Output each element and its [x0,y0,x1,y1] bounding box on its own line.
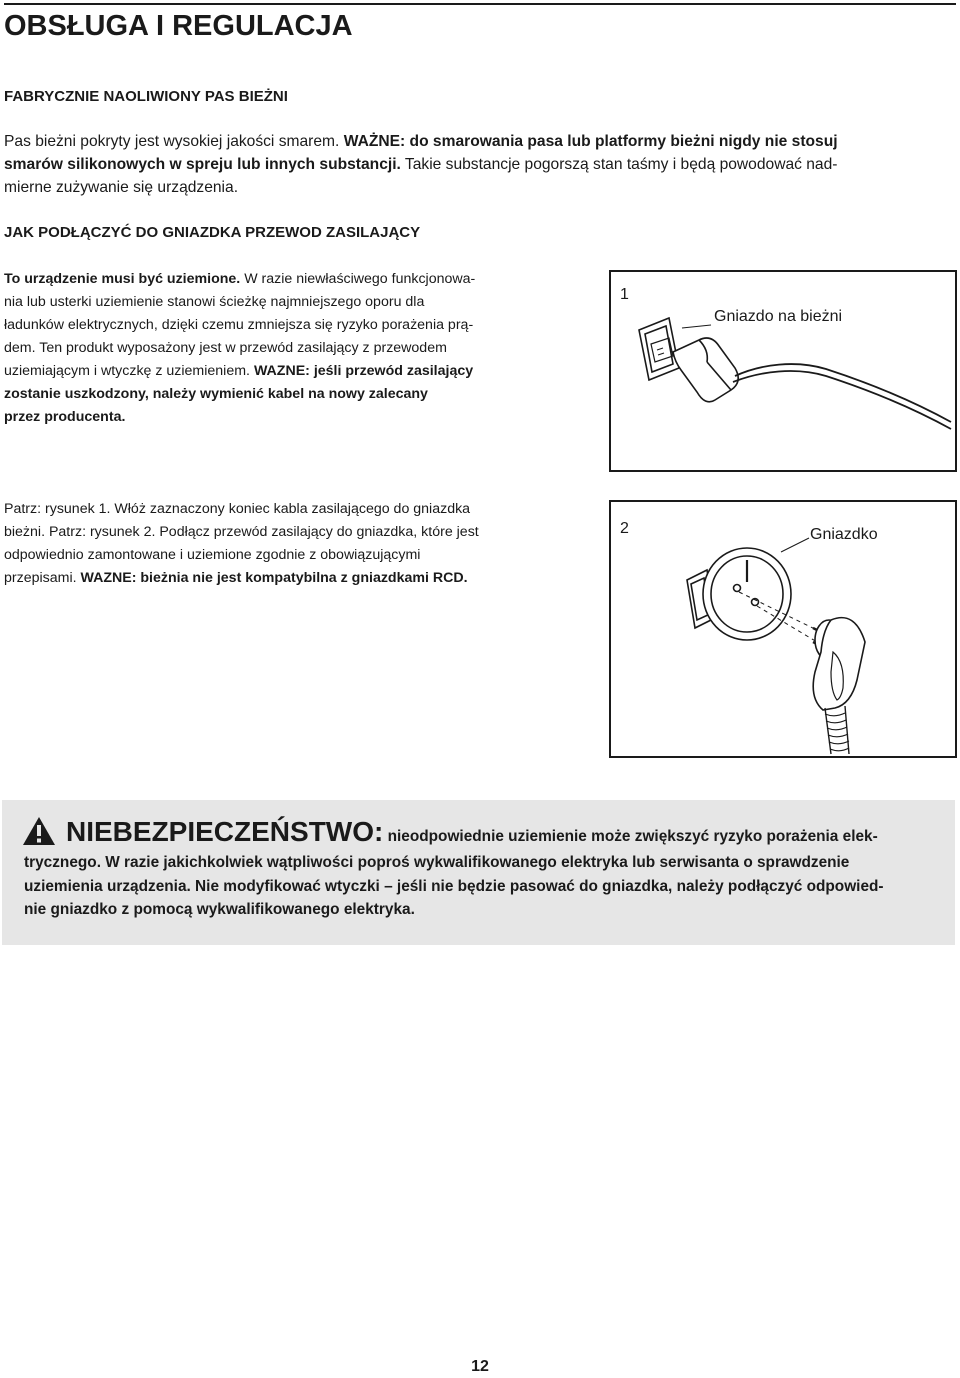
warning-first-line [66,816,946,849]
figure-1-box [609,270,957,472]
page-title: OBSŁUGA I REGULACJA [4,10,353,42]
text-run: W razie niewłaściwego funkcjonowa- [240,271,476,287]
figure-2-box [609,500,957,758]
page-number: 12 [471,1358,489,1375]
text-line: ładunków elektrycznych, dzięki czemu zmniejsza się ryzyko porażenia prą- [4,317,474,333]
section-heading-belt: FABRYCZNIE NAOLIWIONY PAS BIEŻNI [4,88,288,105]
text-run-bold: To urządzenie musi być uziemione. [4,271,241,287]
danger-warning-box [2,800,955,945]
text-line: odpowiednio zamontowane i uziemione zgodnie z obowiązującymi [4,547,421,563]
warning-heading: NIEBEZPIECZEŃSTWO: [66,816,384,847]
warning-line: trycznego. W razie jakichkolwiek wątpliwości poproś wykwalifikowanego elektryka lub serwisanta o sprawdzenie [24,854,850,871]
section-belt-text [4,130,944,199]
figure-1-label: Gniazdo na bieżni [714,308,843,325]
header-rule [4,3,956,5]
treadmill-socket-illustration [611,272,955,470]
text-run: Pas bieżni pokryty jest wysokiej jakości smarem. [4,133,344,150]
figure-2-number: 2 [620,520,629,537]
text-line: bieżni. Patrz: rysunek 2. Podłącz przewód zasilający do gniazdka, które jest [4,524,479,540]
text-line: dem. Ten produkt wyposażony jest w przewód zasilający z przewodem [4,340,447,356]
text-run-bold: zostanie uszkodzony, należy wymienić kabel na nowy zalecany [4,386,428,402]
warning-triangle-icon [22,816,56,846]
warning-body [24,851,944,922]
section-heading-power-cord: JAK PODŁĄCZYĆ DO GNIAZDKA PRZEWOD ZASILAJĄCY [4,224,421,241]
text-line: Patrz: rysunek 1. Włóż zaznaczony koniec kabla zasilającego do gniazdka [4,501,471,517]
text-run: mierne zużywanie się urządzenia. [4,179,239,196]
text-line: nia lub usterki uziemienie stanowi ścieżkę najmniejszego oporu dla [4,294,425,310]
text-run-bold: WAŻNE: do smarowania pasa lub platformy bieżni nigdy nie stosuj [343,133,838,150]
text-run: Takie substancje pogorszą stan taśmy i będą powodować nad- [400,156,838,173]
text-run: uziemiającym i wtyczkę z uziemieniem. [4,363,254,379]
warning-line: nie gniazdko z pomocą wykwalifikowanego elektryka. [24,901,415,918]
text-run-bold: przez producenta. [4,409,126,425]
text-run-bold: smarów silikonowych w spreju lub innych substancji. [4,156,401,173]
text-run: przepisami. [4,570,81,586]
figure-2-label: Gniazdko [810,526,878,543]
section-power-cord-text [4,268,594,429]
section-connect-text [4,498,594,590]
warning-line: uziemienia urządzenia. Nie modyfikować wtyczki – jeśli nie będzie pasować do gniazdka, należy podłączyć odpowied- [24,877,884,895]
text-run-bold: WAZNE: jeśli przewód zasilający [253,363,474,379]
figure-1-number: 1 [620,286,629,303]
text-run-bold: WAZNE: bieżnia nie jest kompatybilna z gniazdkami RCD. [80,570,468,586]
wall-socket-plug-illustration [611,502,955,756]
warning-text-run: nieodpowiednie uziemienie może zwiększyć ryzyko porażenia elek- [383,828,878,845]
